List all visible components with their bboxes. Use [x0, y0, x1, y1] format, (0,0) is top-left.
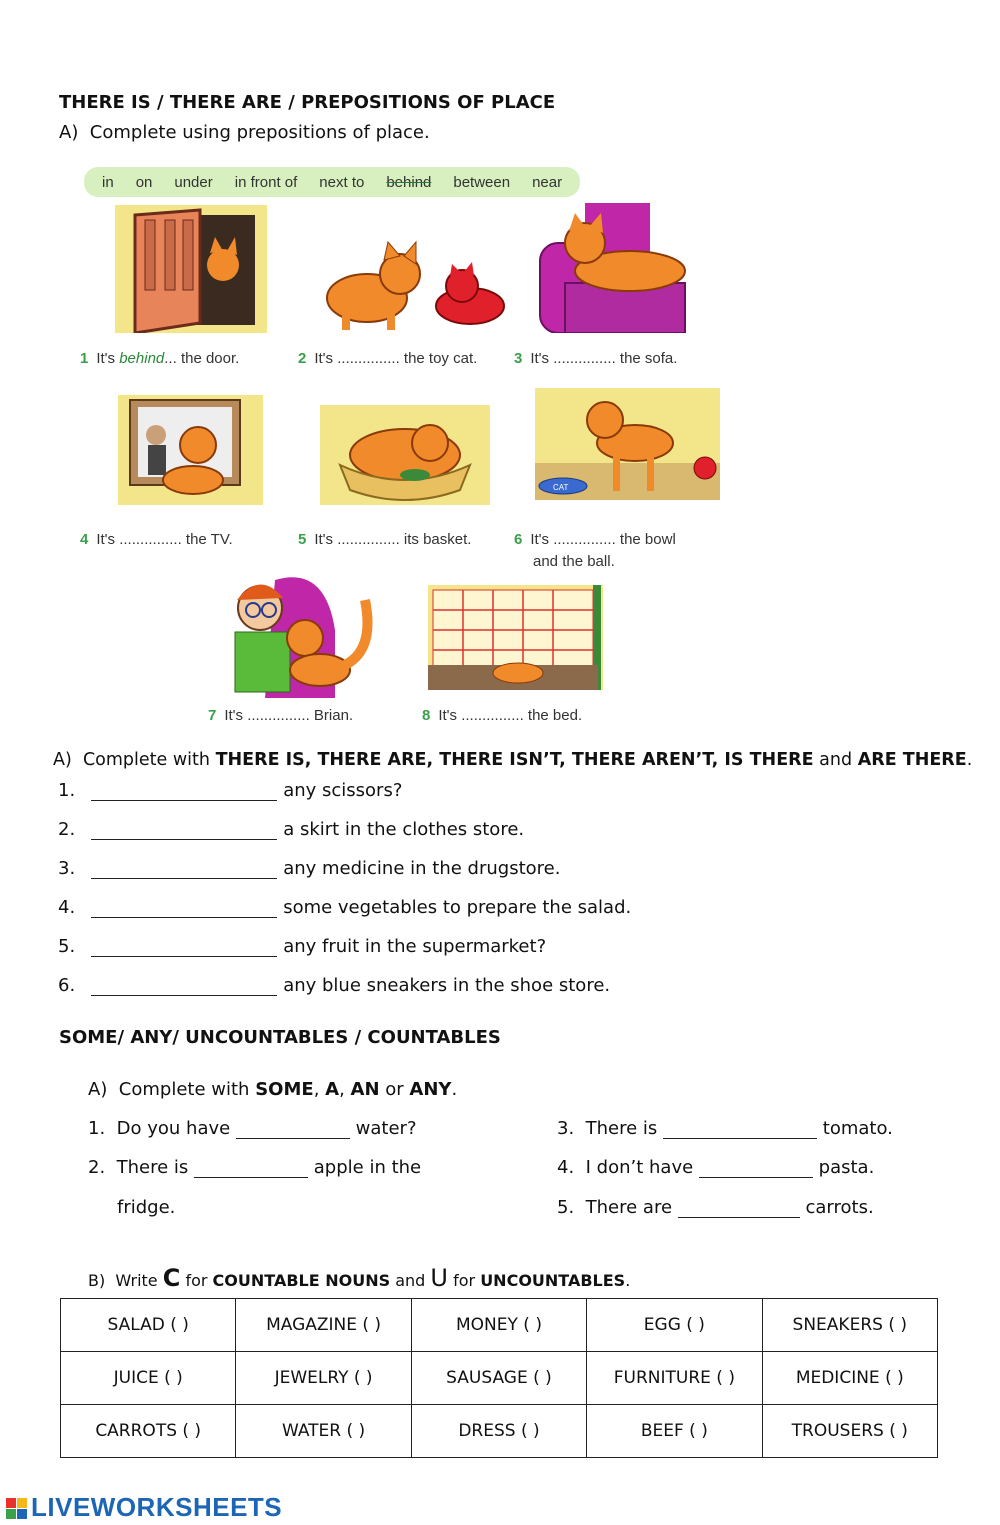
item-text: any blue sneakers in the shoe store.	[283, 975, 611, 996]
section-title-2: SOME/ ANY/ UNCOUNTABLES / COUNTABLES	[59, 1027, 501, 1048]
liveworksheets-logo-icon	[6, 1496, 28, 1520]
table-row	[61, 1352, 938, 1405]
item-number: 1.	[88, 1118, 106, 1139]
instruction-end: .	[451, 1079, 458, 1100]
word-some: SOME	[255, 1079, 314, 1100]
instruction-text: Complete with	[118, 1079, 250, 1100]
table-cell[interactable]: EGG ( )	[587, 1299, 762, 1352]
logo-text: LIVEWORKSHEETS	[31, 1492, 283, 1522]
caption-pre: It's	[314, 531, 334, 548]
some-any-item-1	[88, 1118, 417, 1139]
word-or: or	[385, 1079, 404, 1100]
table-cell[interactable]: SAUSAGE ( )	[411, 1352, 586, 1405]
caption-pre: It's	[530, 531, 550, 548]
caption-pre: It's	[314, 350, 334, 367]
exercise-item-1	[58, 780, 402, 801]
table-cell[interactable]: MONEY ( )	[411, 1299, 586, 1352]
word-on: on	[135, 173, 153, 191]
picture-cat-in-basket	[320, 395, 490, 505]
caption-pre: It's	[438, 707, 458, 724]
table-cell[interactable]: BEEF ( )	[587, 1405, 762, 1458]
answer-blank[interactable]	[91, 860, 277, 879]
caption-number: 3	[514, 350, 523, 367]
item-number: 4.	[58, 897, 76, 918]
caption-6-continued: and the ball.	[533, 553, 615, 570]
answer-blank[interactable]	[91, 977, 277, 996]
item-number: 2.	[58, 819, 76, 840]
caption-post: its basket.	[403, 531, 472, 548]
caption-post: the toy cat.	[403, 350, 478, 367]
caption-answer: behind	[119, 350, 165, 367]
word-next-to: next to	[319, 173, 365, 191]
caption-pre: It's	[224, 707, 244, 724]
caption-dots: ...............	[461, 707, 524, 724]
section-d-instruction	[88, 1264, 630, 1292]
caption-pre: It's	[530, 350, 550, 367]
caption-2	[298, 350, 477, 367]
instruction-for: for	[185, 1271, 208, 1290]
word-in: in	[102, 173, 114, 191]
item-pre: There are	[585, 1197, 673, 1218]
instruction-for: for	[453, 1271, 476, 1290]
instruction-and: and	[819, 750, 853, 770]
caption-post: the door.	[180, 350, 240, 367]
section-b-instruction	[53, 750, 972, 770]
countable-label: COUNTABLE NOUNS	[212, 1271, 391, 1290]
answer-blank[interactable]	[91, 899, 277, 918]
instruction-and: and	[395, 1271, 426, 1290]
item-pre: I don’t have	[585, 1157, 694, 1178]
table-cell[interactable]: CARROTS ( )	[61, 1405, 236, 1458]
instruction-end: .	[625, 1271, 631, 1290]
instruction-end: .	[966, 750, 973, 770]
caption-dots: ...............	[553, 350, 616, 367]
item-number: 5.	[557, 1197, 575, 1218]
caption-number: 5	[298, 531, 307, 548]
word-behind-crossed: behind	[386, 173, 432, 191]
caption-dots: ...............	[247, 707, 310, 724]
page-title: THERE IS / THERE ARE / PREPOSITIONS OF PLACE	[59, 92, 556, 113]
item-number: 2.	[88, 1157, 106, 1178]
table-cell[interactable]: SALAD ( )	[61, 1299, 236, 1352]
exercise-item-3	[58, 858, 560, 879]
section-letter: A)	[53, 750, 72, 770]
caption-number: 2	[298, 350, 307, 367]
word-bank	[84, 167, 580, 197]
caption-number: 6	[514, 531, 523, 548]
caption-7	[208, 707, 353, 724]
instruction-bold: THERE IS, THERE ARE, THERE ISN’T, THERE AREN’T, IS THERE	[215, 750, 814, 770]
caption-post: the sofa.	[619, 350, 678, 367]
item-number: 5.	[58, 936, 76, 957]
section-letter: A)	[59, 122, 79, 143]
caption-pre: It's	[96, 350, 116, 367]
caption-5	[298, 531, 471, 548]
section-letter: B)	[88, 1271, 106, 1290]
item-post: water?	[355, 1118, 417, 1139]
caption-8	[422, 707, 582, 724]
instruction-bold: ARE THERE	[857, 750, 967, 770]
picture-cat-near-brian	[225, 570, 383, 698]
word-an: AN	[350, 1079, 380, 1100]
item-post: pasta.	[818, 1157, 875, 1178]
item-text: some vegetables to prepare the salad.	[283, 897, 632, 918]
uncountable-label: UNCOUNTABLES	[480, 1271, 626, 1290]
word-in-front-of: in front of	[234, 173, 298, 191]
word-between: between	[453, 173, 511, 191]
some-any-item-4	[557, 1157, 874, 1178]
table-cell[interactable]: TROUSERS ( )	[762, 1405, 937, 1458]
picture-cat-in-front-of-tv	[118, 385, 263, 505]
word-a: A	[325, 1079, 340, 1100]
caption-post: the bowl	[619, 531, 676, 548]
caption-dots: ...............	[119, 531, 182, 548]
answer-blank[interactable]	[91, 782, 277, 801]
answer-blank[interactable]	[699, 1159, 813, 1178]
caption-post: the TV.	[185, 531, 233, 548]
answer-blank[interactable]	[678, 1199, 800, 1218]
section-a-instruction	[59, 122, 430, 143]
instruction-write: Write	[115, 1271, 158, 1290]
answer-blank[interactable]	[194, 1159, 308, 1178]
item-text: any fruit in the supermarket?	[283, 936, 547, 957]
caption-number: 8	[422, 707, 431, 724]
table-cell[interactable]: JEWELRY ( )	[236, 1352, 411, 1405]
caption-3	[514, 350, 677, 367]
table-cell[interactable]: FURNITURE ( )	[587, 1352, 762, 1405]
some-any-item-5	[557, 1197, 874, 1218]
picture-cat-under-bed	[428, 585, 603, 690]
table-cell[interactable]: MEDICINE ( )	[762, 1352, 937, 1405]
answer-blank[interactable]	[236, 1120, 350, 1139]
answer-blank[interactable]	[91, 821, 277, 840]
some-any-item-3	[557, 1118, 893, 1139]
table-cell[interactable]: MAGAZINE ( )	[236, 1299, 411, 1352]
caption-dots: ...............	[337, 350, 400, 367]
picture-cat-between-bowl-and-ball	[535, 388, 720, 500]
table-cell[interactable]: WATER ( )	[236, 1405, 411, 1458]
bowl-label: CAT	[553, 483, 569, 492]
exercise-item-2	[58, 819, 524, 840]
footer-logo[interactable]	[6, 1492, 282, 1523]
word-any: ANY	[409, 1079, 452, 1100]
word-under: under	[174, 173, 213, 191]
table-row	[61, 1405, 938, 1458]
section-letter: A)	[88, 1079, 108, 1100]
item-text: a skirt in the clothes store.	[283, 819, 525, 840]
item-number: 1.	[58, 780, 76, 801]
exercise-item-5	[58, 936, 546, 957]
item-number: 6.	[58, 975, 76, 996]
caption-1: 1 It's behind... the door.	[80, 350, 240, 367]
caption-number: 4	[80, 531, 89, 548]
caption-4	[80, 531, 233, 548]
picture-cat-behind-door	[115, 205, 267, 333]
item-text: any scissors?	[283, 780, 403, 801]
some-any-item-2-continued: fridge.	[117, 1197, 176, 1218]
item-text: any medicine in the drugstore.	[283, 858, 561, 879]
item-number: 4.	[557, 1157, 575, 1178]
item-number: 3.	[58, 858, 76, 879]
caption-number: 1	[80, 350, 89, 367]
caption-post: the bed.	[527, 707, 583, 724]
item-post: carrots.	[805, 1197, 874, 1218]
caption-dots: ...............	[553, 531, 616, 548]
caption-6	[514, 531, 676, 548]
answer-blank[interactable]	[91, 938, 277, 957]
table-row	[61, 1299, 938, 1352]
letter-u: U	[430, 1264, 448, 1292]
word-near: near	[532, 173, 563, 191]
section-c-instruction: A) Complete with SOME, A, AN or ANY.	[88, 1079, 458, 1100]
table-cell[interactable]: SNEAKERS ( )	[762, 1299, 937, 1352]
instruction-text: Complete with	[82, 750, 210, 770]
item-post: apple in the	[313, 1157, 422, 1178]
caption-post: Brian.	[313, 707, 354, 724]
table-cell[interactable]: JUICE ( )	[61, 1352, 236, 1405]
letter-c: C	[162, 1264, 181, 1292]
answer-blank[interactable]	[663, 1120, 817, 1139]
caption-pre: It's	[96, 531, 116, 548]
instruction-text: Complete using prepositions of place.	[89, 122, 430, 143]
exercise-item-6	[58, 975, 610, 996]
table-cell[interactable]: DRESS ( )	[411, 1405, 586, 1458]
item-pre: Do you have	[116, 1118, 231, 1139]
item-number: 3.	[557, 1118, 575, 1139]
item-pre: There is	[116, 1157, 189, 1178]
picture-cat-on-sofa	[535, 203, 700, 333]
exercise-item-4	[58, 897, 631, 918]
caption-dots: ...............	[337, 531, 400, 548]
picture-cat-next-to-toy	[312, 238, 507, 333]
caption-number: 7	[208, 707, 217, 724]
item-post: tomato.	[822, 1118, 893, 1139]
item-pre: There is	[585, 1118, 658, 1139]
nouns-table	[60, 1298, 938, 1458]
some-any-item-2	[88, 1157, 421, 1178]
